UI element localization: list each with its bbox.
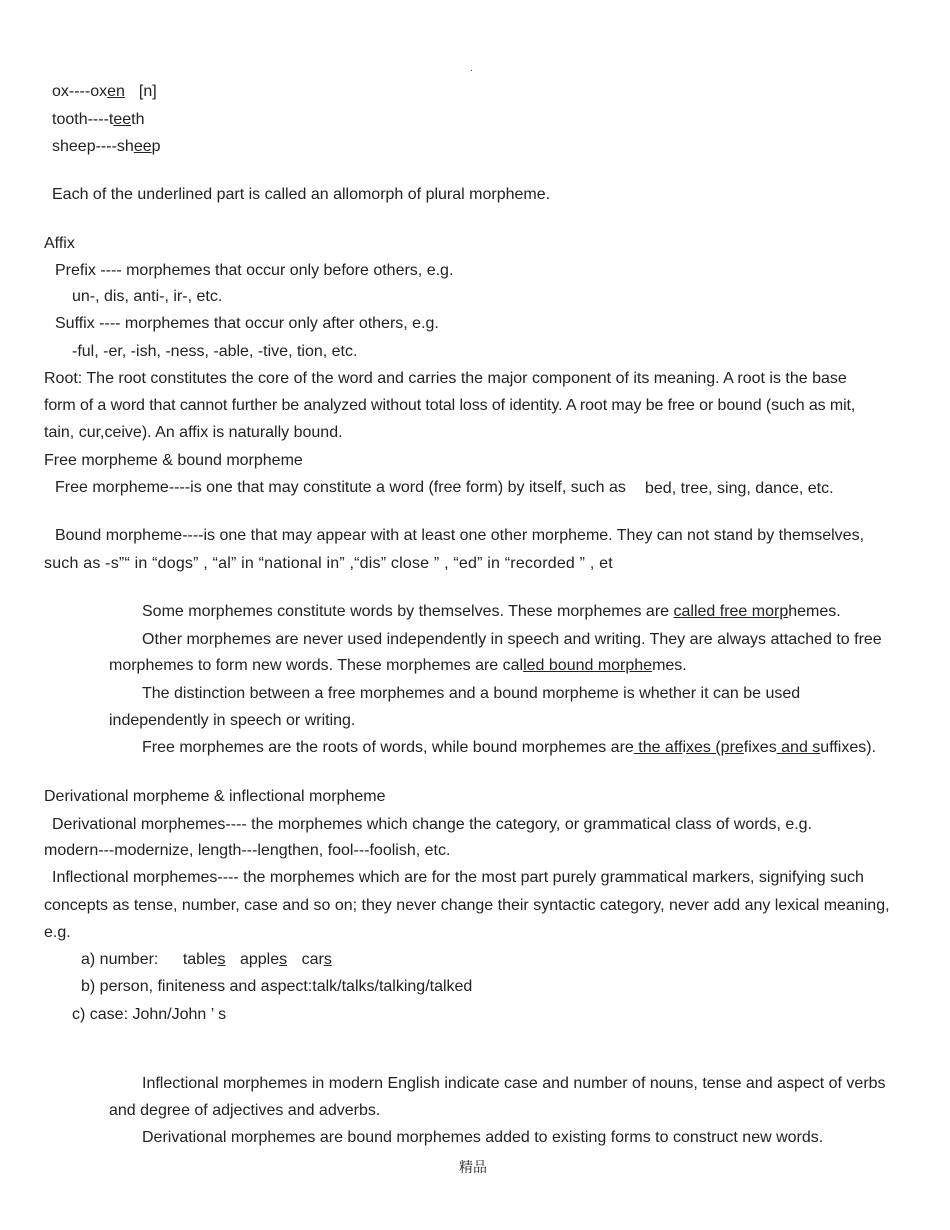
phoneme-note: [n] (138, 83, 157, 100)
root-line-1: Root: The root constitutes the core of the word and carries the major component of its meaning. A root is the base (44, 370, 847, 387)
deriv-infl-heading: Derivational morpheme & inflectional morpheme (44, 788, 386, 805)
inflectional-line-1: Inflectional morphemes---- the morphemes which are for the most part purely grammatical markers, signifying such (52, 869, 864, 886)
note-distinction-line-1: The distinction between a free morphemes and a bound morpheme is whether it can be used (142, 685, 801, 702)
note-roots-affixes: Free morphemes are the roots of words, while bound morphemes are the affixes (prefixes and suffixes). (142, 739, 877, 756)
example-base: tooth----t (52, 111, 114, 128)
inflectional-line-2: concepts as tense, number, case and so on; they never change their syntactic category, never add any lexical meaning, (44, 897, 890, 914)
suffix-examples: -ful, -er, -ish, -ness, -able, -tive, tion, etc. (72, 343, 358, 360)
example-word: tables (182, 951, 226, 968)
free-morpheme-definition: Free morpheme----is one that may constitute a word (free form) by itself, such as (55, 479, 626, 496)
plural-example-sheep (52, 137, 161, 157)
bound-morpheme-examples: such as -s”“ in “dogs” , “al” in “national in” ,“dis” close ” , “ed” in “recorded ” , et (44, 555, 613, 572)
inflectional-line-3: e.g. (44, 924, 71, 941)
note-derivational: Derivational morphemes are bound morphemes added to existing forms to construct new words. (142, 1129, 824, 1146)
example-person-aspect: b) person, finiteness and aspect:talk/talks/talking/talked (81, 978, 473, 995)
example-word: apples (239, 951, 288, 968)
note-distinction-line-2: independently in speech or writing. (109, 712, 356, 729)
bound-morpheme-definition: Bound morpheme----is one that may appear with at least one other morpheme. They can not stand by themselves, (55, 527, 865, 544)
underlined-allomorph: ee (133, 138, 152, 155)
free-bound-heading: Free morpheme & bound morpheme (44, 452, 303, 469)
note-bound-line-1: Other morphemes are never used independently in speech and writing. They are always attached to free (142, 631, 882, 648)
note-bound-line-2: morphemes to form new words. These morphemes are called bound morphemes. (109, 657, 687, 674)
page-footer: 精品 (459, 1160, 487, 1176)
derivational-line-2: modern---modernize, length---lengthen, fool---foolish, etc. (44, 842, 451, 859)
underlined-allomorph: ee (113, 111, 132, 128)
example-base: ox----ox (52, 83, 108, 100)
prefix-examples: un-, dis, anti-, ir-, etc. (72, 288, 223, 305)
plural-example-ox (52, 82, 157, 102)
underlined-allomorph: en (107, 83, 125, 100)
example-label: a) number: (81, 951, 159, 968)
example-word: cars (301, 951, 332, 968)
note-free-morphemes: Some morphemes constitute words by themselves. These morphemes are called free morphemes. (142, 603, 841, 620)
example-rest: th (131, 111, 145, 128)
example-case: c) case: John/John ’ s (72, 1006, 227, 1023)
root-line-2: form of a word that cannot further be analyzed without total loss of identity. A root may be free or bound (such as mit, (44, 397, 856, 414)
example-rest: p (151, 138, 161, 155)
example-base: sheep----sh (52, 138, 134, 155)
header-mark: . (470, 62, 474, 74)
note-inflectional-line-2: and degree of adjectives and adverbs. (109, 1102, 381, 1119)
free-morpheme-examples: bed, tree, sing, dance, etc. (645, 480, 834, 497)
affix-heading: Affix (44, 235, 75, 252)
derivational-line-1: Derivational morphemes---- the morphemes which change the category, or grammatical class of words, e.g. (52, 816, 813, 833)
note-inflectional-line-1: Inflectional morphemes in modern English indicate case and number of nouns, tense and aspect of verbs (142, 1075, 886, 1092)
suffix-definition: Suffix ---- morphemes that occur only after others, e.g. (55, 315, 439, 332)
example-number (81, 950, 332, 970)
root-line-3: tain, cur,ceive). An affix is naturally bound. (44, 424, 343, 441)
allomorph-note: Each of the underlined part is called an allomorph of plural morpheme. (52, 186, 551, 203)
plural-example-tooth (52, 110, 144, 130)
prefix-definition: Prefix ---- morphemes that occur only before others, e.g. (55, 262, 454, 279)
